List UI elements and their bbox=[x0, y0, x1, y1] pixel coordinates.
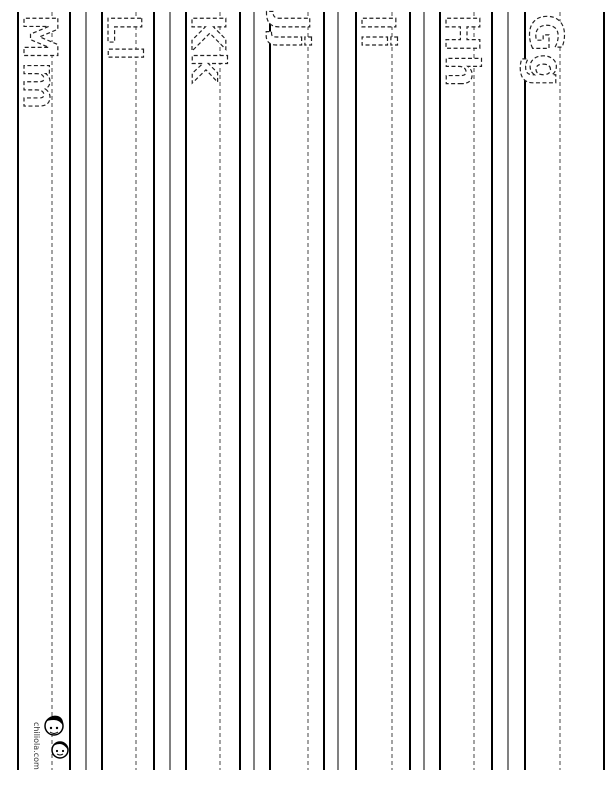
smiley-face-icon bbox=[52, 742, 68, 758]
trace-letters-hh: Hh bbox=[435, 14, 489, 90]
writing-row-mm bbox=[13, 12, 70, 770]
trace-letters-gg: Gg bbox=[519, 14, 573, 89]
brand-text: chiliola.com bbox=[32, 722, 41, 770]
writing-row-hh bbox=[424, 12, 492, 770]
brand-logo bbox=[32, 716, 68, 770]
trace-letters-jj: Jj bbox=[265, 14, 319, 51]
trace-letters-ii: Ii bbox=[351, 14, 405, 51]
writing-row-gg bbox=[508, 12, 604, 770]
writing-row-jj bbox=[254, 11, 324, 770]
writing-row-ll bbox=[86, 12, 154, 770]
trace-letters-ll: Ll bbox=[97, 14, 151, 64]
writing-row-kk bbox=[170, 12, 240, 770]
trace-letters-mm: Mm bbox=[13, 14, 67, 112]
smiley-face-icon bbox=[45, 716, 63, 735]
writing-row-ii bbox=[338, 12, 410, 770]
trace-letters-kk: Kk bbox=[181, 14, 235, 85]
